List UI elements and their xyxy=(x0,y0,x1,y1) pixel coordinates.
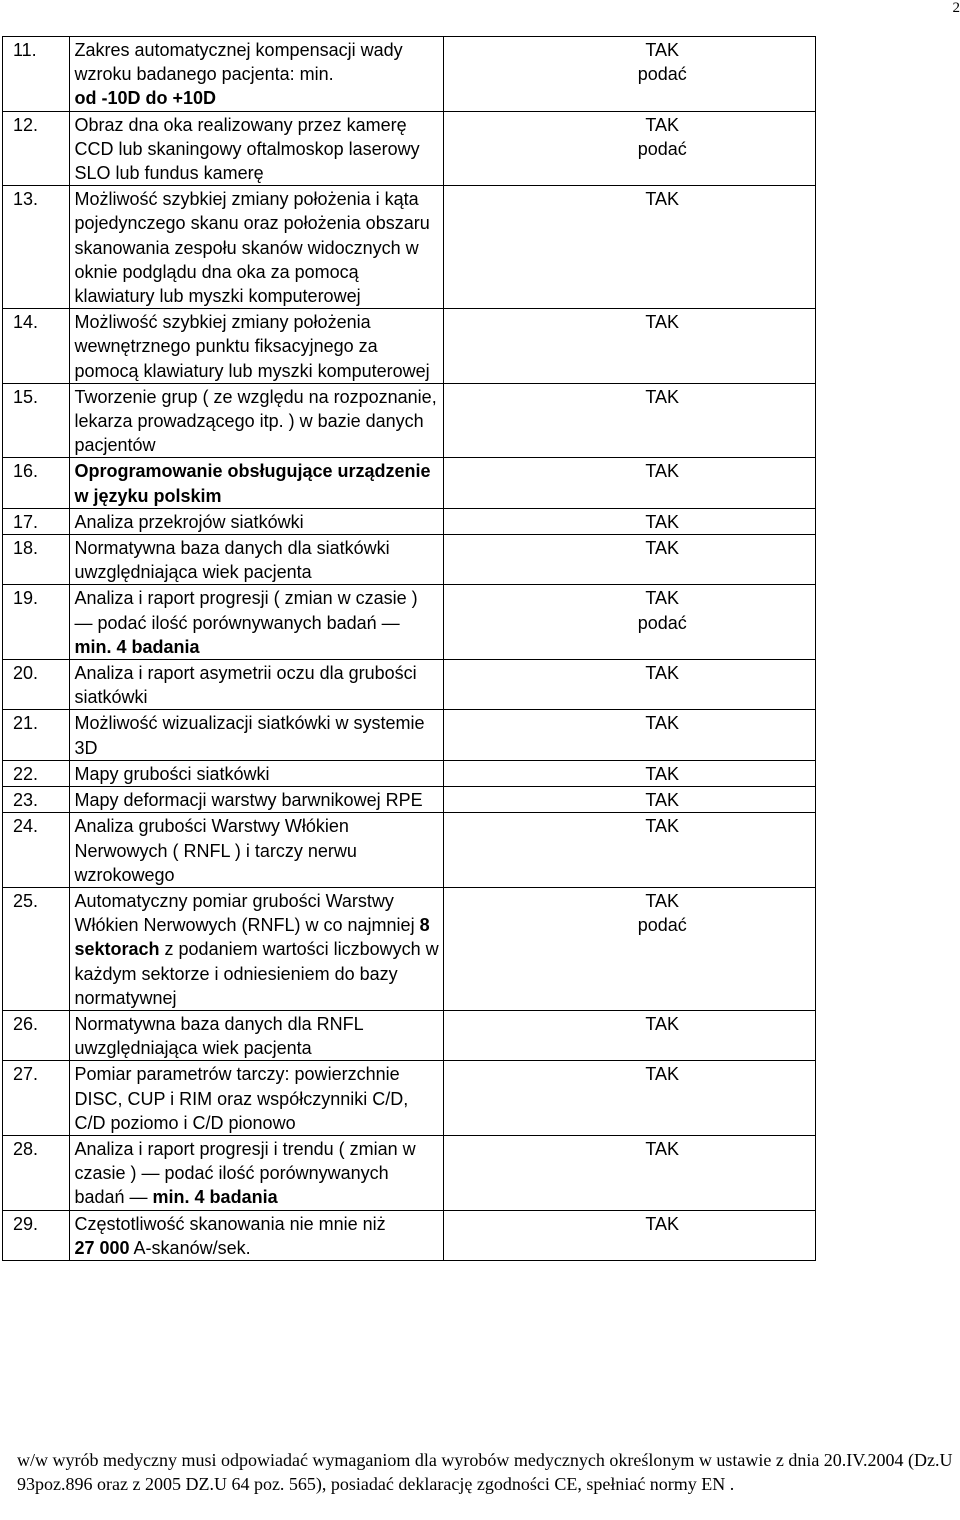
row-value: TAK xyxy=(444,1010,816,1060)
table-row xyxy=(3,309,816,384)
row-number: 11. xyxy=(3,37,70,112)
page-number: 2 xyxy=(952,0,960,16)
row-number: 29. xyxy=(3,1210,70,1260)
table-row xyxy=(3,1135,816,1210)
row-value: TAK xyxy=(444,458,816,508)
row-description: Automatyczny pomiar grubości Warstwy Włókien Nerwowych (RNFL) w co najmniej 8 sektorach z podaniem wartości liczbowych w każdym sektorze i odniesieniem do bazy normatywnej xyxy=(70,887,444,1010)
row-number: 26. xyxy=(3,1010,70,1060)
row-number: 25. xyxy=(3,887,70,1010)
row-value: TAK xyxy=(444,710,816,760)
row-value: TAK xyxy=(444,535,816,585)
row-number: 15. xyxy=(3,383,70,458)
table-row xyxy=(3,585,816,660)
row-description: Analiza i raport progresji ( zmian w czasie ) — podać ilość porównywanych badań — min. 4 badania xyxy=(70,585,444,660)
row-description: Analiza grubości Warstwy Włókien Nerwowych ( RNFL ) i tarczy nerwu wzrokowego xyxy=(70,813,444,888)
footer-note: w/w wyrób medyczny musi odpowiadać wymaganiom dla wyrobów medycznych określonym w ustawie z dnia 20.IV.2004 (Dz.U 93poz.896 oraz z 2005 DZ.U 64 poz. 565), posiadać deklarację zgodności CE, spełniać normy EN . xyxy=(17,1450,953,1494)
row-description: Możliwość szybkiej zmiany położenia wewnętrznego punktu fiksacyjnego za pomocą klawiatury lub myszki komputerowej xyxy=(70,309,444,384)
table-row xyxy=(3,1210,816,1260)
row-number: 24. xyxy=(3,813,70,888)
row-value: TAK xyxy=(444,660,816,710)
table-row xyxy=(3,508,816,534)
row-number: 12. xyxy=(3,111,70,186)
row-description: Oprogramowanie obsługujące urządzenie w języku polskim xyxy=(70,458,444,508)
row-number: 28. xyxy=(3,1135,70,1210)
row-description: Analiza przekrojów siatkówki xyxy=(70,508,444,534)
row-value: TAK podać xyxy=(444,37,816,112)
row-description: Tworzenie grup ( ze względu na rozpoznanie, lekarza prowadzącego itp. ) w bazie danych pacjentów xyxy=(70,383,444,458)
table-row xyxy=(3,813,816,888)
row-value: TAK podać xyxy=(444,585,816,660)
table-row xyxy=(3,383,816,458)
row-description: Możliwość wizualizacji siatkówki w systemie 3D xyxy=(70,710,444,760)
table-row xyxy=(3,535,816,585)
row-description: Analiza i raport progresji i trendu ( zmian w czasie ) — podać ilość porównywanych badań — min. 4 badania xyxy=(70,1135,444,1210)
table-row xyxy=(3,37,816,112)
row-number: 27. xyxy=(3,1061,70,1136)
row-number: 21. xyxy=(3,710,70,760)
table-row xyxy=(3,186,816,309)
row-value: TAK xyxy=(444,1061,816,1136)
row-description: Normatywna baza danych dla RNFL uwzględniająca wiek pacjenta xyxy=(70,1010,444,1060)
row-value: TAK podać xyxy=(444,887,816,1010)
table-row xyxy=(3,787,816,813)
row-number: 18. xyxy=(3,535,70,585)
table-row xyxy=(3,660,816,710)
row-value: TAK xyxy=(444,383,816,458)
row-value: TAK xyxy=(444,309,816,384)
row-description: Mapy deformacji warstwy barwnikowej RPE xyxy=(70,787,444,813)
row-value: TAK xyxy=(444,813,816,888)
specification-table xyxy=(2,36,816,1261)
row-value: TAK xyxy=(444,787,816,813)
row-value: TAK xyxy=(444,186,816,309)
row-number: 19. xyxy=(3,585,70,660)
row-value: TAK xyxy=(444,1210,816,1260)
table-row xyxy=(3,458,816,508)
row-value: TAK xyxy=(444,1135,816,1210)
row-description: Mapy grubości siatkówki xyxy=(70,760,444,786)
table-row xyxy=(3,1010,816,1060)
row-number: 14. xyxy=(3,309,70,384)
row-description: Analiza i raport asymetrii oczu dla grubości siatkówki xyxy=(70,660,444,710)
row-value: TAK xyxy=(444,760,816,786)
table-row xyxy=(3,1061,816,1136)
row-number: 20. xyxy=(3,660,70,710)
row-description: Pomiar parametrów tarczy: powierzchnie DISC, CUP i RIM oraz współczynniki C/D, C/D poziomo i C/D pionowo xyxy=(70,1061,444,1136)
table-row xyxy=(3,887,816,1010)
row-number: 23. xyxy=(3,787,70,813)
row-number: 13. xyxy=(3,186,70,309)
row-description: Możliwość szybkiej zmiany położenia i kąta pojedynczego skanu oraz położenia obszaru skanowania zespołu skanów widocznych w oknie podglądu dna oka za pomocą klawiatury lub myszki komputerowej xyxy=(70,186,444,309)
table-row xyxy=(3,710,816,760)
table-row xyxy=(3,111,816,186)
row-description: Zakres automatycznej kompensacji wady wzroku badanego pacjenta: min. od -10D do +10D xyxy=(70,37,444,112)
row-description: Normatywna baza danych dla siatkówki uwzględniająca wiek pacjenta xyxy=(70,535,444,585)
row-description: Obraz dna oka realizowany przez kamerę CCD lub skaningowy oftalmoskop laserowy SLO lub fundus kamerę xyxy=(70,111,444,186)
row-number: 22. xyxy=(3,760,70,786)
row-number: 17. xyxy=(3,508,70,534)
row-description: Częstotliwość skanowania nie mnie niż 27 000 A-skanów/sek. xyxy=(70,1210,444,1260)
table-row xyxy=(3,760,816,786)
row-number: 16. xyxy=(3,458,70,508)
row-value: TAK podać xyxy=(444,111,816,186)
row-value: TAK xyxy=(444,508,816,534)
